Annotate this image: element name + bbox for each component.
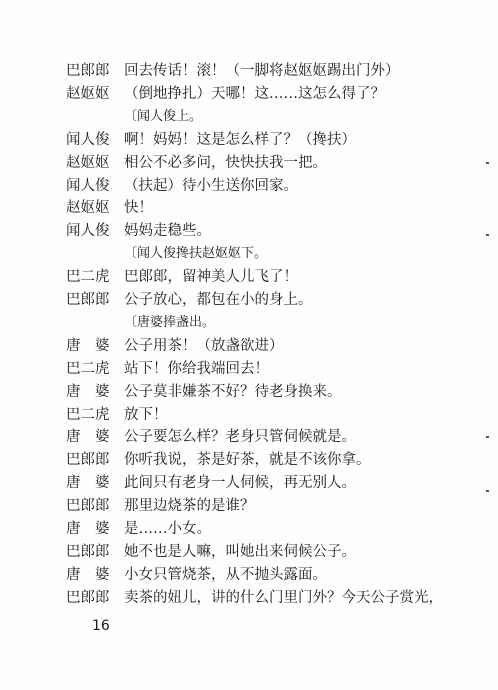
speaker-name: 巴郎郎 [66,63,110,79]
speaker-name: 唐 婆 [66,384,110,400]
speaker-name: 巴郎郎 [66,544,110,560]
edge-mark [486,436,489,438]
stage-direction: 〔闻人俊上。 [124,109,203,124]
speech-text: 小女只管烧茶，从不抛头露面。 [124,567,327,583]
speaker-name: 唐 婆 [66,475,110,491]
speaker-name: 巴二虎 [66,269,110,285]
speaker-name: 赵妪妪 [66,155,110,171]
speech-text: 你听我说，茶是好茶，就是不该你拿。 [124,452,371,468]
speech-text: 站下！你给我端回去！ [124,361,269,377]
speech-text: 公子用茶！（放盏欲进） [124,338,284,354]
speech-text: 那里边烧茶的是谁？ [124,498,255,514]
speaker-name: 巴二虎 [66,407,110,423]
speech-text: 巴郎郎，留神美人儿飞了！ [124,269,298,285]
speech-text: 公子放心，都包在小的身上。 [124,292,313,308]
speaker-name: 唐 婆 [66,521,110,537]
speech-text: 妈妈走稳些。 [124,223,211,239]
speaker-name: 巴郎郎 [66,292,110,308]
speaker-name: 赵妪妪 [66,86,110,102]
speaker-name: 唐 婆 [66,567,110,583]
speaker-name: 巴郎郎 [66,452,110,468]
stage-direction: 〔闻人俊搀扶赵妪妪下。 [124,246,268,261]
speech-text: 放下！ [124,407,168,423]
speech-text: 公子莫非嫌茶不好？待老身换来。 [124,384,342,400]
speech-text: （倒地挣扎）天哪！这……这怎么得了？ [124,86,385,102]
speaker-name: 闻人俊 [66,178,110,194]
speaker-name: 巴郎郎 [66,498,110,514]
stage-direction: 〔唐婆捧盏出。 [124,315,216,330]
speaker-name: 闻人俊 [66,223,110,239]
speaker-name: 巴二虎 [66,361,110,377]
speech-text: 公子要怎么样？老身只管伺候就是。 [124,429,356,445]
speech-text: 是……小女。 [124,521,211,537]
speaker-name: 唐 婆 [66,338,110,354]
speaker-name: 巴郎郎 [66,590,110,606]
speech-text: 回去传话！滚！（一脚将赵妪妪踢出门外） [124,63,400,79]
speech-text: 相公不必多问，快快扶我一把。 [124,155,327,171]
dialogue-line [66,585,488,611]
speech-text: 卖茶的妞儿，讲的什么门里门外？今天公子赏光， [124,590,443,606]
speaker-name: 闻人俊 [66,132,110,148]
speech-text: （扶起）待小生送你回家。 [124,178,298,194]
speech-text: 快！ [124,200,153,216]
page-number: 16 [92,618,110,634]
edge-mark [486,162,489,164]
edge-mark [486,490,489,492]
speaker-name: 赵妪妪 [66,200,110,216]
speech-text: 啊！妈妈！这是怎么样了？（搀扶） [124,132,356,148]
speaker-name: 唐 婆 [66,429,110,445]
speech-text: 她不也是人嘛，叫她出来伺候公子。 [124,544,356,560]
edge-mark [486,234,489,236]
speech-text: 此间只有老身一人伺候，再无别人。 [124,475,356,491]
